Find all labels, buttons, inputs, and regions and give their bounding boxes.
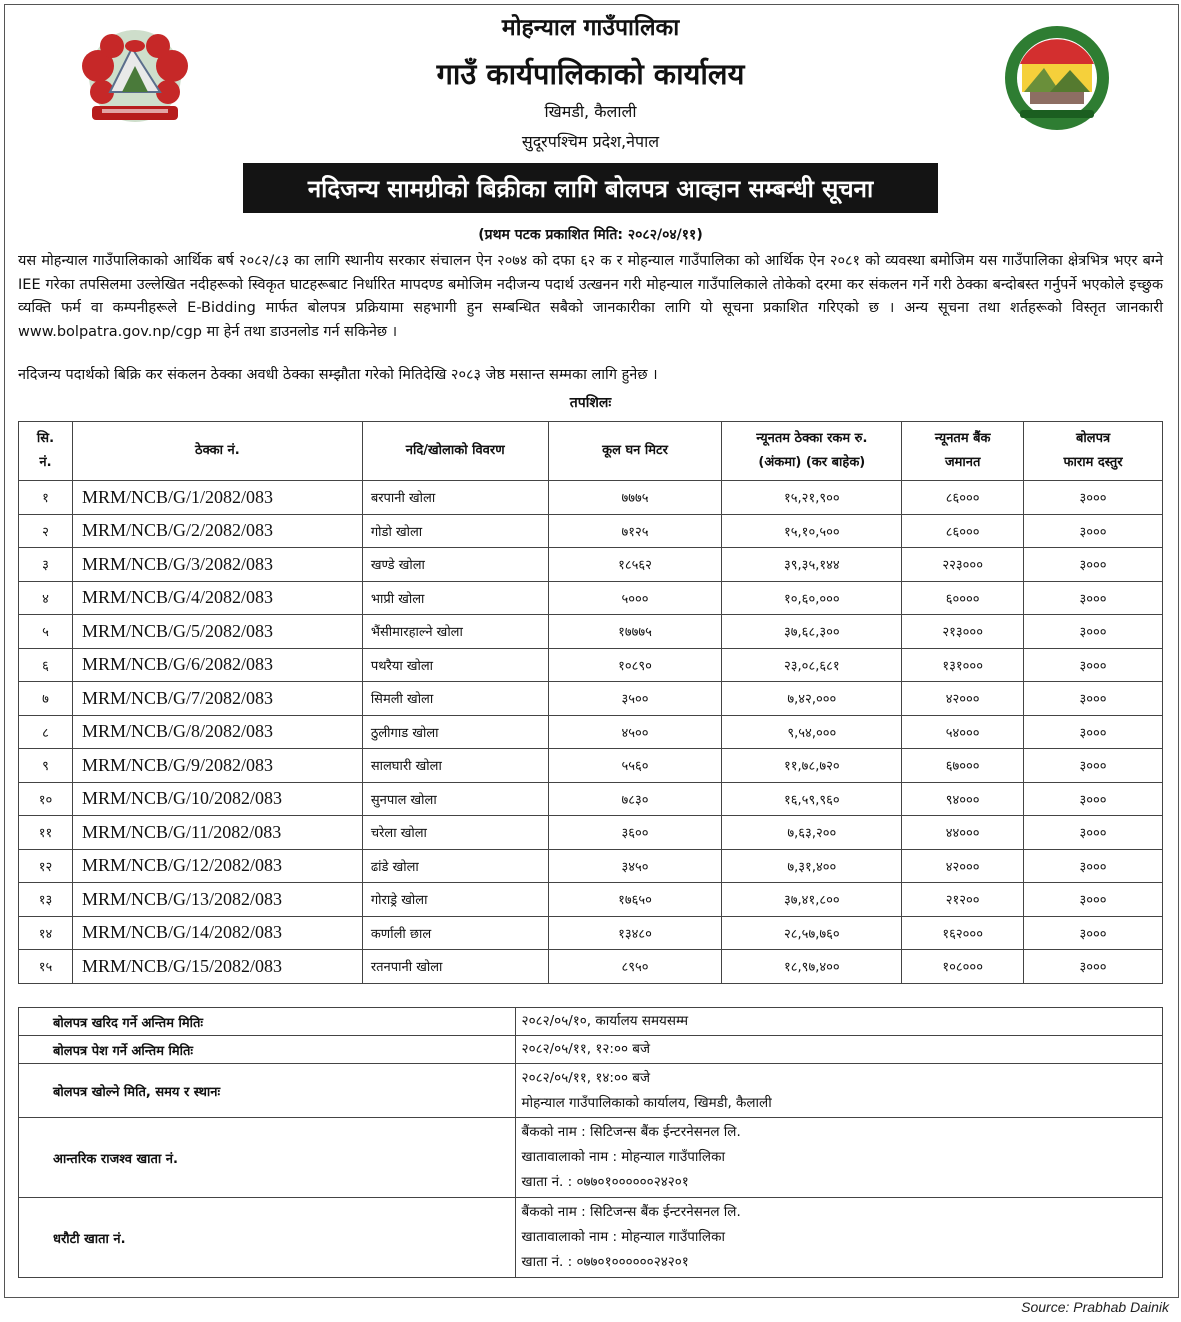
cell-guarantee: १३१०००: [902, 648, 1024, 682]
cell-guarantee: ४४०००: [902, 816, 1024, 850]
info-row: [19, 1036, 1163, 1064]
cell-river: चरेला खोला: [362, 816, 548, 850]
cell-amount: ७,३१,४००: [722, 849, 902, 883]
cell-sn: ४: [19, 581, 73, 615]
opening-details-label: बोलपत्र खोल्ने मिति, समय र स्थानः: [19, 1064, 516, 1118]
cell-code: MRM/NCB/G/5/2082/083: [72, 615, 362, 649]
cell-sn: १०: [19, 782, 73, 816]
cell-fee: ३०००: [1024, 548, 1163, 582]
col-volume: कूल घन मिटर: [548, 422, 722, 481]
cell-fee: ३०००: [1024, 849, 1163, 883]
cell-sn: ७: [19, 682, 73, 716]
cell-river: रतनपानी खोला: [362, 950, 548, 984]
table-row: [19, 950, 1163, 984]
table-row: [19, 883, 1163, 917]
revenue-account-value: बैंकको नाम : सिटिजन्स बैंक ईन्टरनेसनल लि. खातावालाको नाम : मोहन्याल गाउँपालिका खाता नं. : ०७७०१००००००२४२०१: [515, 1118, 1162, 1198]
purchase-deadline-value: २०८२/०५/१०, कार्यालय समयसम्म: [515, 1008, 1162, 1036]
cell-amount: १०,६०,०००: [722, 581, 902, 615]
cell-river: बरपानी खोला: [362, 481, 548, 515]
cell-river: ठुलीगाड खोला: [362, 715, 548, 749]
cell-volume: १०८९०: [548, 648, 722, 682]
cell-sn: ९: [19, 749, 73, 783]
table-row: [19, 682, 1163, 716]
cell-guarantee: ९४०००: [902, 782, 1024, 816]
cell-fee: ३०००: [1024, 749, 1163, 783]
col-sn: सि. नं.: [19, 422, 73, 481]
cell-amount: २८,५७,७६०: [722, 916, 902, 950]
cell-river: गोराड्रे खोला: [362, 883, 548, 917]
cell-guarantee: १६२०००: [902, 916, 1024, 950]
cell-code: MRM/NCB/G/13/2082/083: [72, 883, 362, 917]
cell-fee: ३०००: [1024, 916, 1163, 950]
deposit-account-label: धरौटी खाता नं.: [19, 1198, 516, 1278]
cell-amount: १५,२१,९००: [722, 481, 902, 515]
cell-river: भैंसीमारहाल्ने खोला: [362, 615, 548, 649]
table-row: [19, 615, 1163, 649]
cell-fee: ३०००: [1024, 581, 1163, 615]
cell-fee: ३०००: [1024, 615, 1163, 649]
cell-guarantee: ६७०००: [902, 749, 1024, 783]
col-bank-guarantee: न्यूनतम बैंक जमानत: [902, 422, 1024, 481]
table-header-row: [19, 422, 1163, 481]
cell-code: MRM/NCB/G/11/2082/083: [72, 816, 362, 850]
cell-sn: ११: [19, 816, 73, 850]
cell-sn: १४: [19, 916, 73, 950]
col-min-amount: न्यूनतम ठेक्का रकम रु. (अंकमा) (कर बाहेक): [722, 422, 902, 481]
cell-amount: १६,५९,९६०: [722, 782, 902, 816]
opening-details-value: २०८२/०५/११, १४:०० बजे मोहन्याल गाउँपालिकाको कार्यालय, खिमडी, कैलाली: [515, 1064, 1162, 1118]
cell-guarantee: २१३०००: [902, 615, 1024, 649]
cell-amount: २३,०८,६८१: [722, 648, 902, 682]
table-row: [19, 581, 1163, 615]
cell-guarantee: ८६०००: [902, 514, 1024, 548]
table-row: [19, 648, 1163, 682]
cell-amount: १८,९७,४००: [722, 950, 902, 984]
cell-guarantee: २२३०००: [902, 548, 1024, 582]
cell-sn: ८: [19, 715, 73, 749]
cell-fee: ३०००: [1024, 648, 1163, 682]
cell-river: ढांडे खोला: [362, 849, 548, 883]
cell-volume: ७८३०: [548, 782, 722, 816]
cell-code: MRM/NCB/G/2/2082/083: [72, 514, 362, 548]
submission-deadline-value: २०८२/०५/११, १२:०० बजे: [515, 1036, 1162, 1064]
info-row: [19, 1008, 1163, 1036]
cell-code: MRM/NCB/G/1/2082/083: [72, 481, 362, 515]
info-row: [19, 1064, 1163, 1118]
publication-date: (प्रथम पटक प्रकाशित मिति: २०८२/०४/११): [478, 227, 703, 243]
table-row: [19, 816, 1163, 850]
table-row: [19, 916, 1163, 950]
table-row: [19, 514, 1163, 548]
info-row: [19, 1118, 1163, 1198]
cell-river: सालघारी खोला: [362, 749, 548, 783]
cell-sn: १२: [19, 849, 73, 883]
cell-river: पथरैया खोला: [362, 648, 548, 682]
cell-volume: ४५००: [548, 715, 722, 749]
cell-guarantee: ८६०००: [902, 481, 1024, 515]
purchase-deadline-label: बोलपत्र खरिद गर्ने अन्तिम मितिः: [19, 1008, 516, 1036]
bid-info-table: [18, 1007, 1163, 1278]
table-row: [19, 782, 1163, 816]
cell-volume: ३४५०: [548, 849, 722, 883]
cell-code: MRM/NCB/G/9/2082/083: [72, 749, 362, 783]
info-row: [19, 1198, 1163, 1278]
cell-code: MRM/NCB/G/6/2082/083: [72, 648, 362, 682]
table-row: [19, 481, 1163, 515]
cell-fee: ३०००: [1024, 816, 1163, 850]
cell-volume: १३४८०: [548, 916, 722, 950]
cell-guarantee: २१२००: [902, 883, 1024, 917]
contract-period-text: नदिजन्य पदार्थको बिक्रि कर संकलन ठेक्का अवधी ठेक्का सम्झौता गरेको मितिदेखि २०८३ जेष्ठ मसान्त सम्मका लागि हुनेछ ।: [18, 367, 658, 383]
cell-sn: ५: [19, 615, 73, 649]
cell-code: MRM/NCB/G/15/2082/083: [72, 950, 362, 984]
cell-code: MRM/NCB/G/8/2082/083: [72, 715, 362, 749]
cell-sn: ६: [19, 648, 73, 682]
cell-volume: १७७७५: [548, 615, 722, 649]
cell-sn: १३: [19, 883, 73, 917]
cell-code: MRM/NCB/G/10/2082/083: [72, 782, 362, 816]
col-form-fee: बोलपत्र फाराम दस्तुर: [1024, 422, 1163, 481]
cell-amount: ७,६३,२००: [722, 816, 902, 850]
cell-volume: ८९५०: [548, 950, 722, 984]
cell-guarantee: १०८०००: [902, 950, 1024, 984]
cell-fee: ३०००: [1024, 514, 1163, 548]
cell-river: खण्डे खोला: [362, 548, 548, 582]
table-row: [19, 715, 1163, 749]
cell-fee: ३०००: [1024, 883, 1163, 917]
schedule-label: तपशिलः: [569, 395, 612, 411]
cell-amount: १५,१०,५००: [722, 514, 902, 548]
office-location: खिमडी, कैलाली: [544, 102, 637, 121]
cell-amount: ३७,६८,३००: [722, 615, 902, 649]
submission-deadline-label: बोलपत्र पेश गर्ने अन्तिम मितिः: [19, 1036, 516, 1064]
notice-title: नदिजन्य सामग्रीको बिक्रीका लागि बोलपत्र आव्हान सम्बन्धी सूचना: [243, 163, 938, 213]
cell-amount: ७,४२,०००: [722, 682, 902, 716]
cell-guarantee: ५४०००: [902, 715, 1024, 749]
cell-fee: ३०००: [1024, 682, 1163, 716]
cell-river: सुनपाल खोला: [362, 782, 548, 816]
revenue-account-label: आन्तरिक राजश्व खाता नं.: [19, 1118, 516, 1198]
cell-fee: ३०००: [1024, 782, 1163, 816]
col-river: नदि/खोलाको विवरण: [362, 422, 548, 481]
source-credit: Source: Prabhab Dainik: [1021, 1299, 1169, 1315]
col-contract-no: ठेक्का नं.: [72, 422, 362, 481]
cell-volume: १८५६२: [548, 548, 722, 582]
cell-code: MRM/NCB/G/14/2082/083: [72, 916, 362, 950]
cell-river: भाप्री खोला: [362, 581, 548, 615]
table-row: [19, 548, 1163, 582]
cell-volume: ३५००: [548, 682, 722, 716]
cell-guarantee: ४२०००: [902, 849, 1024, 883]
cell-volume: ५०००: [548, 581, 722, 615]
cell-guarantee: ६००००: [902, 581, 1024, 615]
cell-fee: ३०००: [1024, 950, 1163, 984]
office-name: गाउँ कार्यपालिकाको कार्यालय: [436, 57, 745, 91]
cell-amount: ११,७८,७२०: [722, 749, 902, 783]
cell-sn: ३: [19, 548, 73, 582]
municipality-name: मोहन्याल गाउँपालिका: [501, 15, 680, 41]
cell-volume: ७७७५: [548, 481, 722, 515]
cell-sn: २: [19, 514, 73, 548]
cell-code: MRM/NCB/G/12/2082/083: [72, 849, 362, 883]
cell-code: MRM/NCB/G/3/2082/083: [72, 548, 362, 582]
cell-code: MRM/NCB/G/7/2082/083: [72, 682, 362, 716]
deposit-account-value: बैंकको नाम : सिटिजन्स बैंक ईन्टरनेसनल लि. खातावालाको नाम : मोहन्याल गाउँपालिका खाता नं. : ०७७०१००००००२४२०१: [515, 1198, 1162, 1278]
cell-amount: ३९,३५,१४४: [722, 548, 902, 582]
cell-amount: ३७,४१,८००: [722, 883, 902, 917]
cell-amount: ९,५४,०००: [722, 715, 902, 749]
table-row: [19, 749, 1163, 783]
cell-volume: ५५६०: [548, 749, 722, 783]
cell-volume: ७१२५: [548, 514, 722, 548]
cell-fee: ३०००: [1024, 481, 1163, 515]
cell-sn: १: [19, 481, 73, 515]
cell-river: गोडो खोला: [362, 514, 548, 548]
contract-table: [18, 421, 1163, 984]
cell-fee: ३०००: [1024, 715, 1163, 749]
cell-volume: १७६५०: [548, 883, 722, 917]
table-row: [19, 849, 1163, 883]
cell-river: सिमली खोला: [362, 682, 548, 716]
cell-code: MRM/NCB/G/4/2082/083: [72, 581, 362, 615]
cell-sn: १५: [19, 950, 73, 984]
cell-volume: ३६००: [548, 816, 722, 850]
cell-river: कर्णाली छाल: [362, 916, 548, 950]
province-name: सुदूरपश्चिम प्रदेश,नेपाल: [521, 132, 660, 151]
notice-body-text: यस मोहन्याल गाउँपालिकाको आर्थिक बर्ष २०८२/८३ का लागि स्थानीय सरकार संचालन ऐन २०७४ को दफा ६२ क र मोहन्याल गाउँपालिका को आर्थिक ऐन २०८१ को व्यवस्था बमोजिम यस गाउँपालिका क्षेत्रभित्र भएर बग्ने IEE गरेका तपसिलमा उल्लेखित नदीहरूको स्विकृत घाटहरूबाट निर्धारित मापदण्ड बमोजिम नदीजन्य पदार्थ उत्खनन गरी मोहन्याल गाउँपालिकाले तोकेको दरमा कर संकलन गर्ने गरी ठेक्का बन्दोबस्त गर्नुपर्ने भएकोले इच्छुक व्यक्ति फर्म वा कम्पनीहरूले E-Bidding मार्फत बोलपत्र प्रक्रियामा सहभागी हुन सम्बन्धित सबैको जानकारीका लागि यो सूचना प्रकाशित गरिएको छ । अन्य सूचना तथा शर्तहरूको विस्तृत जानकारी www.bolpatra.gov.np/cgp मा हेर्न तथा डाउनलोड गर्न सकिनेछ ।: [18, 253, 1163, 340]
cell-guarantee: ४२०००: [902, 682, 1024, 716]
